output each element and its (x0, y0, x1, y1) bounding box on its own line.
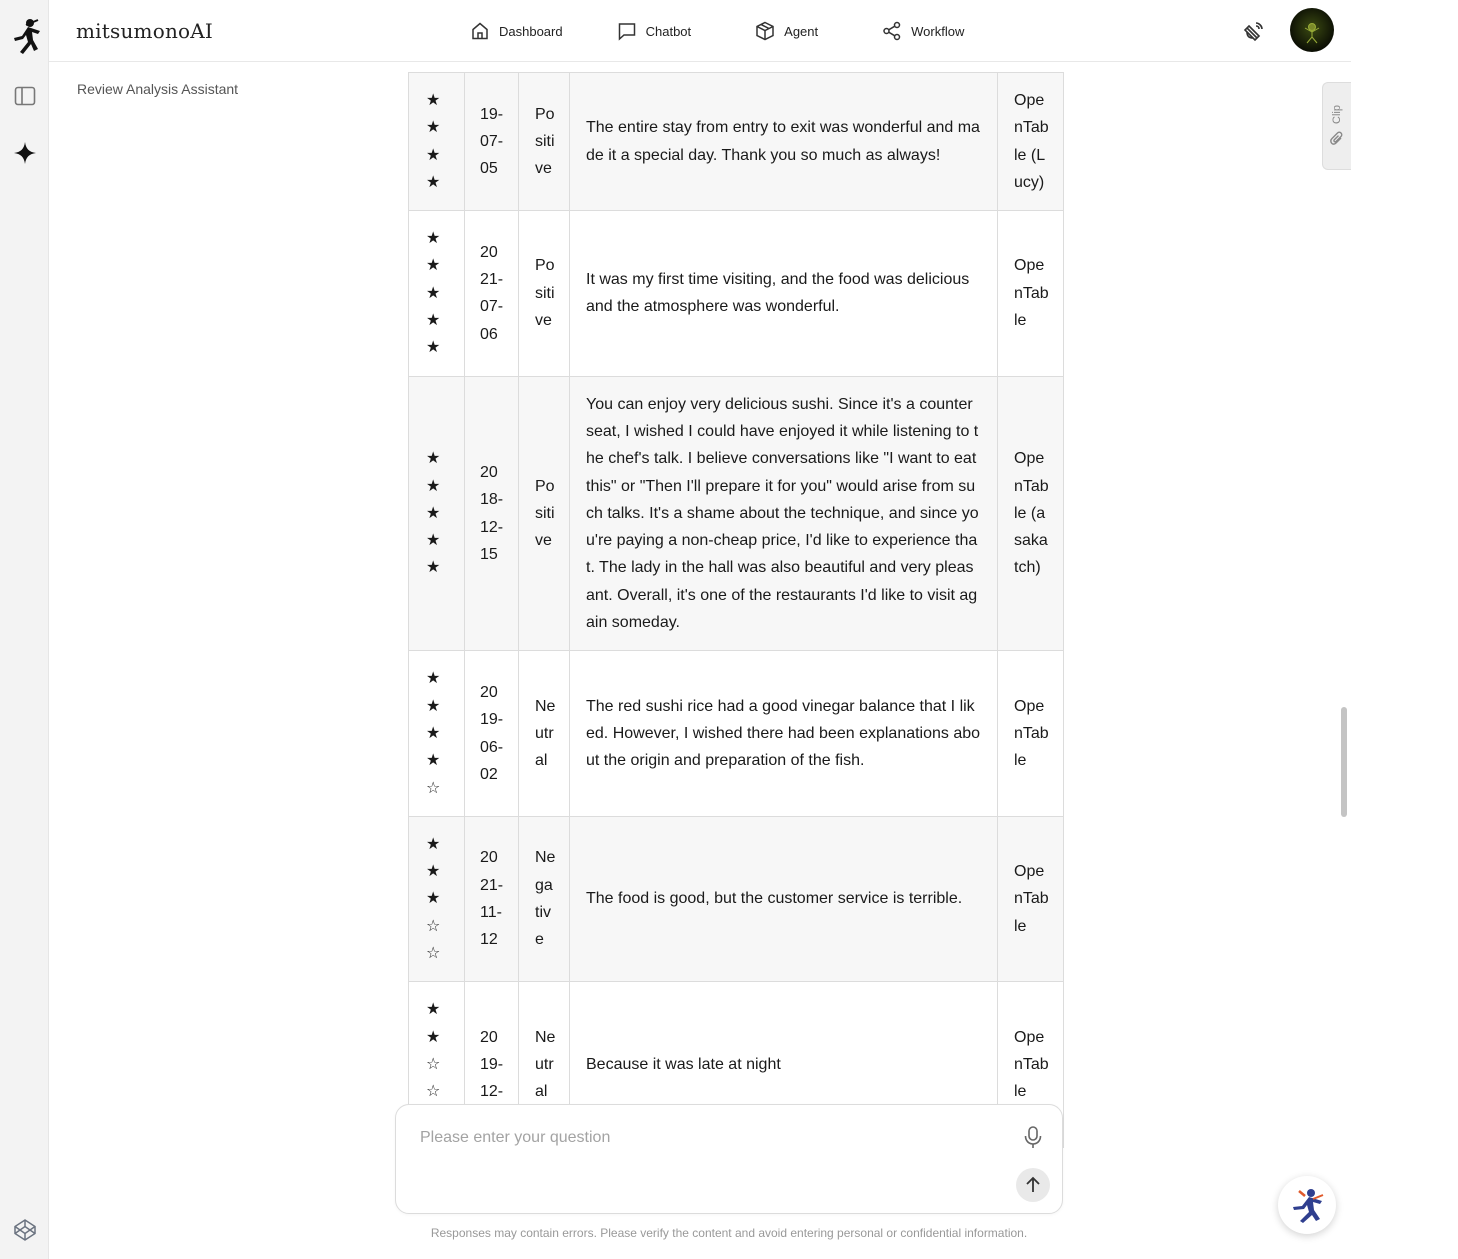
review-source: OpenTable (1014, 1028, 1049, 1101)
sentiment-label: Positive (535, 477, 555, 550)
review-date: 2019-06-02 (480, 683, 504, 783)
nav-dashboard[interactable] (470, 20, 563, 42)
microphone-icon[interactable] (1022, 1125, 1044, 1149)
nav-agent[interactable] (755, 20, 818, 42)
nav-dashboard-label: Dashboard (499, 23, 563, 39)
review-date: 2018-12-15 (480, 463, 504, 563)
sentiment-label: Negative (535, 849, 556, 949)
source-cell (998, 651, 1064, 816)
sentiment-cell (519, 73, 570, 211)
nav-workflow[interactable] (882, 20, 964, 42)
star-rating: ★★★★ (426, 92, 441, 191)
sentiment-cell (519, 816, 570, 981)
review-source: OpenTable (asakatch) (1014, 450, 1049, 577)
review-text: The red sushi rice had a good vinegar balance that I liked. However, I wished there had been explanations about the origin and preparation of the fish. (586, 697, 981, 770)
review-text: The food is good, but the customer service is terrible. (586, 890, 963, 908)
review-text-cell (570, 651, 998, 816)
rating-cell (409, 376, 465, 651)
review-source: OpenTable (1014, 697, 1049, 770)
review-date: 2021-11-12 (480, 849, 504, 949)
review-source: OpenTable (Lucy) (1014, 92, 1049, 191)
reviews-table (408, 72, 1064, 1148)
rating-cell (409, 651, 465, 816)
page-title: Review Analysis Assistant (77, 81, 239, 97)
table-row (409, 73, 1064, 211)
nav-workflow-label: Workflow (911, 23, 965, 39)
review-text: Because it was late at night (586, 1055, 781, 1073)
review-date: 2021-07-06 (480, 243, 504, 343)
share-nodes-icon (882, 21, 902, 41)
avatar[interactable] (1290, 8, 1334, 52)
sentiment-cell (519, 376, 570, 651)
review-text-cell (570, 816, 998, 981)
star-rating: ★★★★★ (426, 230, 441, 357)
nav-agent-label: Agent (784, 23, 819, 39)
chat-scroll-area[interactable] (49, 92, 1351, 1101)
sentiment-label: Neutral (535, 1028, 556, 1101)
date-cell (465, 816, 519, 981)
ninja-mascot-icon (1287, 1185, 1327, 1225)
review-date: 2019-12- (480, 1028, 504, 1101)
star-rating: ★★★★☆ (426, 670, 441, 797)
rating-cell (409, 73, 465, 211)
assistant-launcher-button[interactable] (1278, 1176, 1336, 1234)
table-row (409, 651, 1064, 816)
sentiment-cell (519, 651, 570, 816)
chat-input-box (395, 1104, 1063, 1214)
chat-bubble-icon (617, 21, 637, 41)
review-text: You can enjoy very delicious sushi. Since it's a counter seat, I wished I could have enjoyed it while listening to the chef's talk. I believe conversations like "I want to eat this" or "Then I'll prepare it for you" would arise from such talks. It's a shame about the technique, and since you're paying a non-cheap price, I'd like to experience that. The lady in the hall was also beautiful and very pleasant. Overall, it's one of the restaurants I'd like to visit again someday. (586, 395, 979, 632)
review-text-cell (570, 376, 998, 651)
main-nav (470, 20, 964, 42)
nav-chatbot[interactable] (617, 20, 692, 42)
review-text: It was my first time visiting, and the food was delicious and the atmosphere was wonderful. (586, 271, 970, 316)
review-source: OpenTable (1014, 863, 1049, 935)
table-row (409, 376, 1064, 651)
date-cell (465, 651, 519, 816)
home-icon (470, 21, 490, 41)
review-text: The entire stay from entry to exit was wonderful and made it a special day. Thank you so much as always! (586, 119, 980, 164)
scrollbar-thumb[interactable] (1341, 707, 1347, 817)
brand-name: mitsumonoAI (76, 19, 214, 43)
left-sidebar (0, 0, 49, 1259)
review-text-cell (570, 73, 998, 211)
nav-chatbot-label: Chatbot (645, 23, 692, 39)
ninja-logo-icon[interactable] (8, 16, 42, 56)
star-rating: ★★★★★ (426, 450, 441, 577)
box-icon (755, 21, 775, 41)
question-input[interactable] (420, 1125, 1000, 1151)
sentiment-label: Positive (535, 105, 555, 178)
review-source: OpenTable (1014, 257, 1049, 330)
source-cell (998, 376, 1064, 651)
sentiment-label: Neutral (535, 697, 556, 770)
top-header (49, 0, 1351, 62)
review-text-cell (570, 211, 998, 376)
source-cell (998, 211, 1064, 376)
review-date: 19-07-05 (480, 105, 504, 178)
source-cell (998, 816, 1064, 981)
disclaimer-text: Responses may contain errors. Please verify the content and avoid entering personal or confidential information. (430, 1226, 1028, 1240)
send-button[interactable] (1016, 1168, 1050, 1202)
table-row (409, 211, 1064, 376)
rating-cell (409, 211, 465, 376)
sentiment-label: Positive (535, 257, 555, 330)
arrow-up-icon (1024, 1176, 1042, 1194)
date-cell (465, 73, 519, 211)
sparkle-icon[interactable] (12, 140, 38, 166)
rating-cell (409, 816, 465, 981)
date-cell (465, 211, 519, 376)
satellite-icon[interactable] (1243, 20, 1265, 42)
sentiment-cell (519, 211, 570, 376)
source-cell (998, 73, 1064, 211)
star-rating: ★★★☆☆ (426, 835, 441, 963)
table-row (409, 816, 1064, 981)
date-cell (465, 376, 519, 651)
star-rating: ★★☆☆ (426, 1001, 441, 1101)
clip-label: Clip (1331, 105, 1343, 124)
toggle-sidebar-icon[interactable] (12, 83, 38, 109)
